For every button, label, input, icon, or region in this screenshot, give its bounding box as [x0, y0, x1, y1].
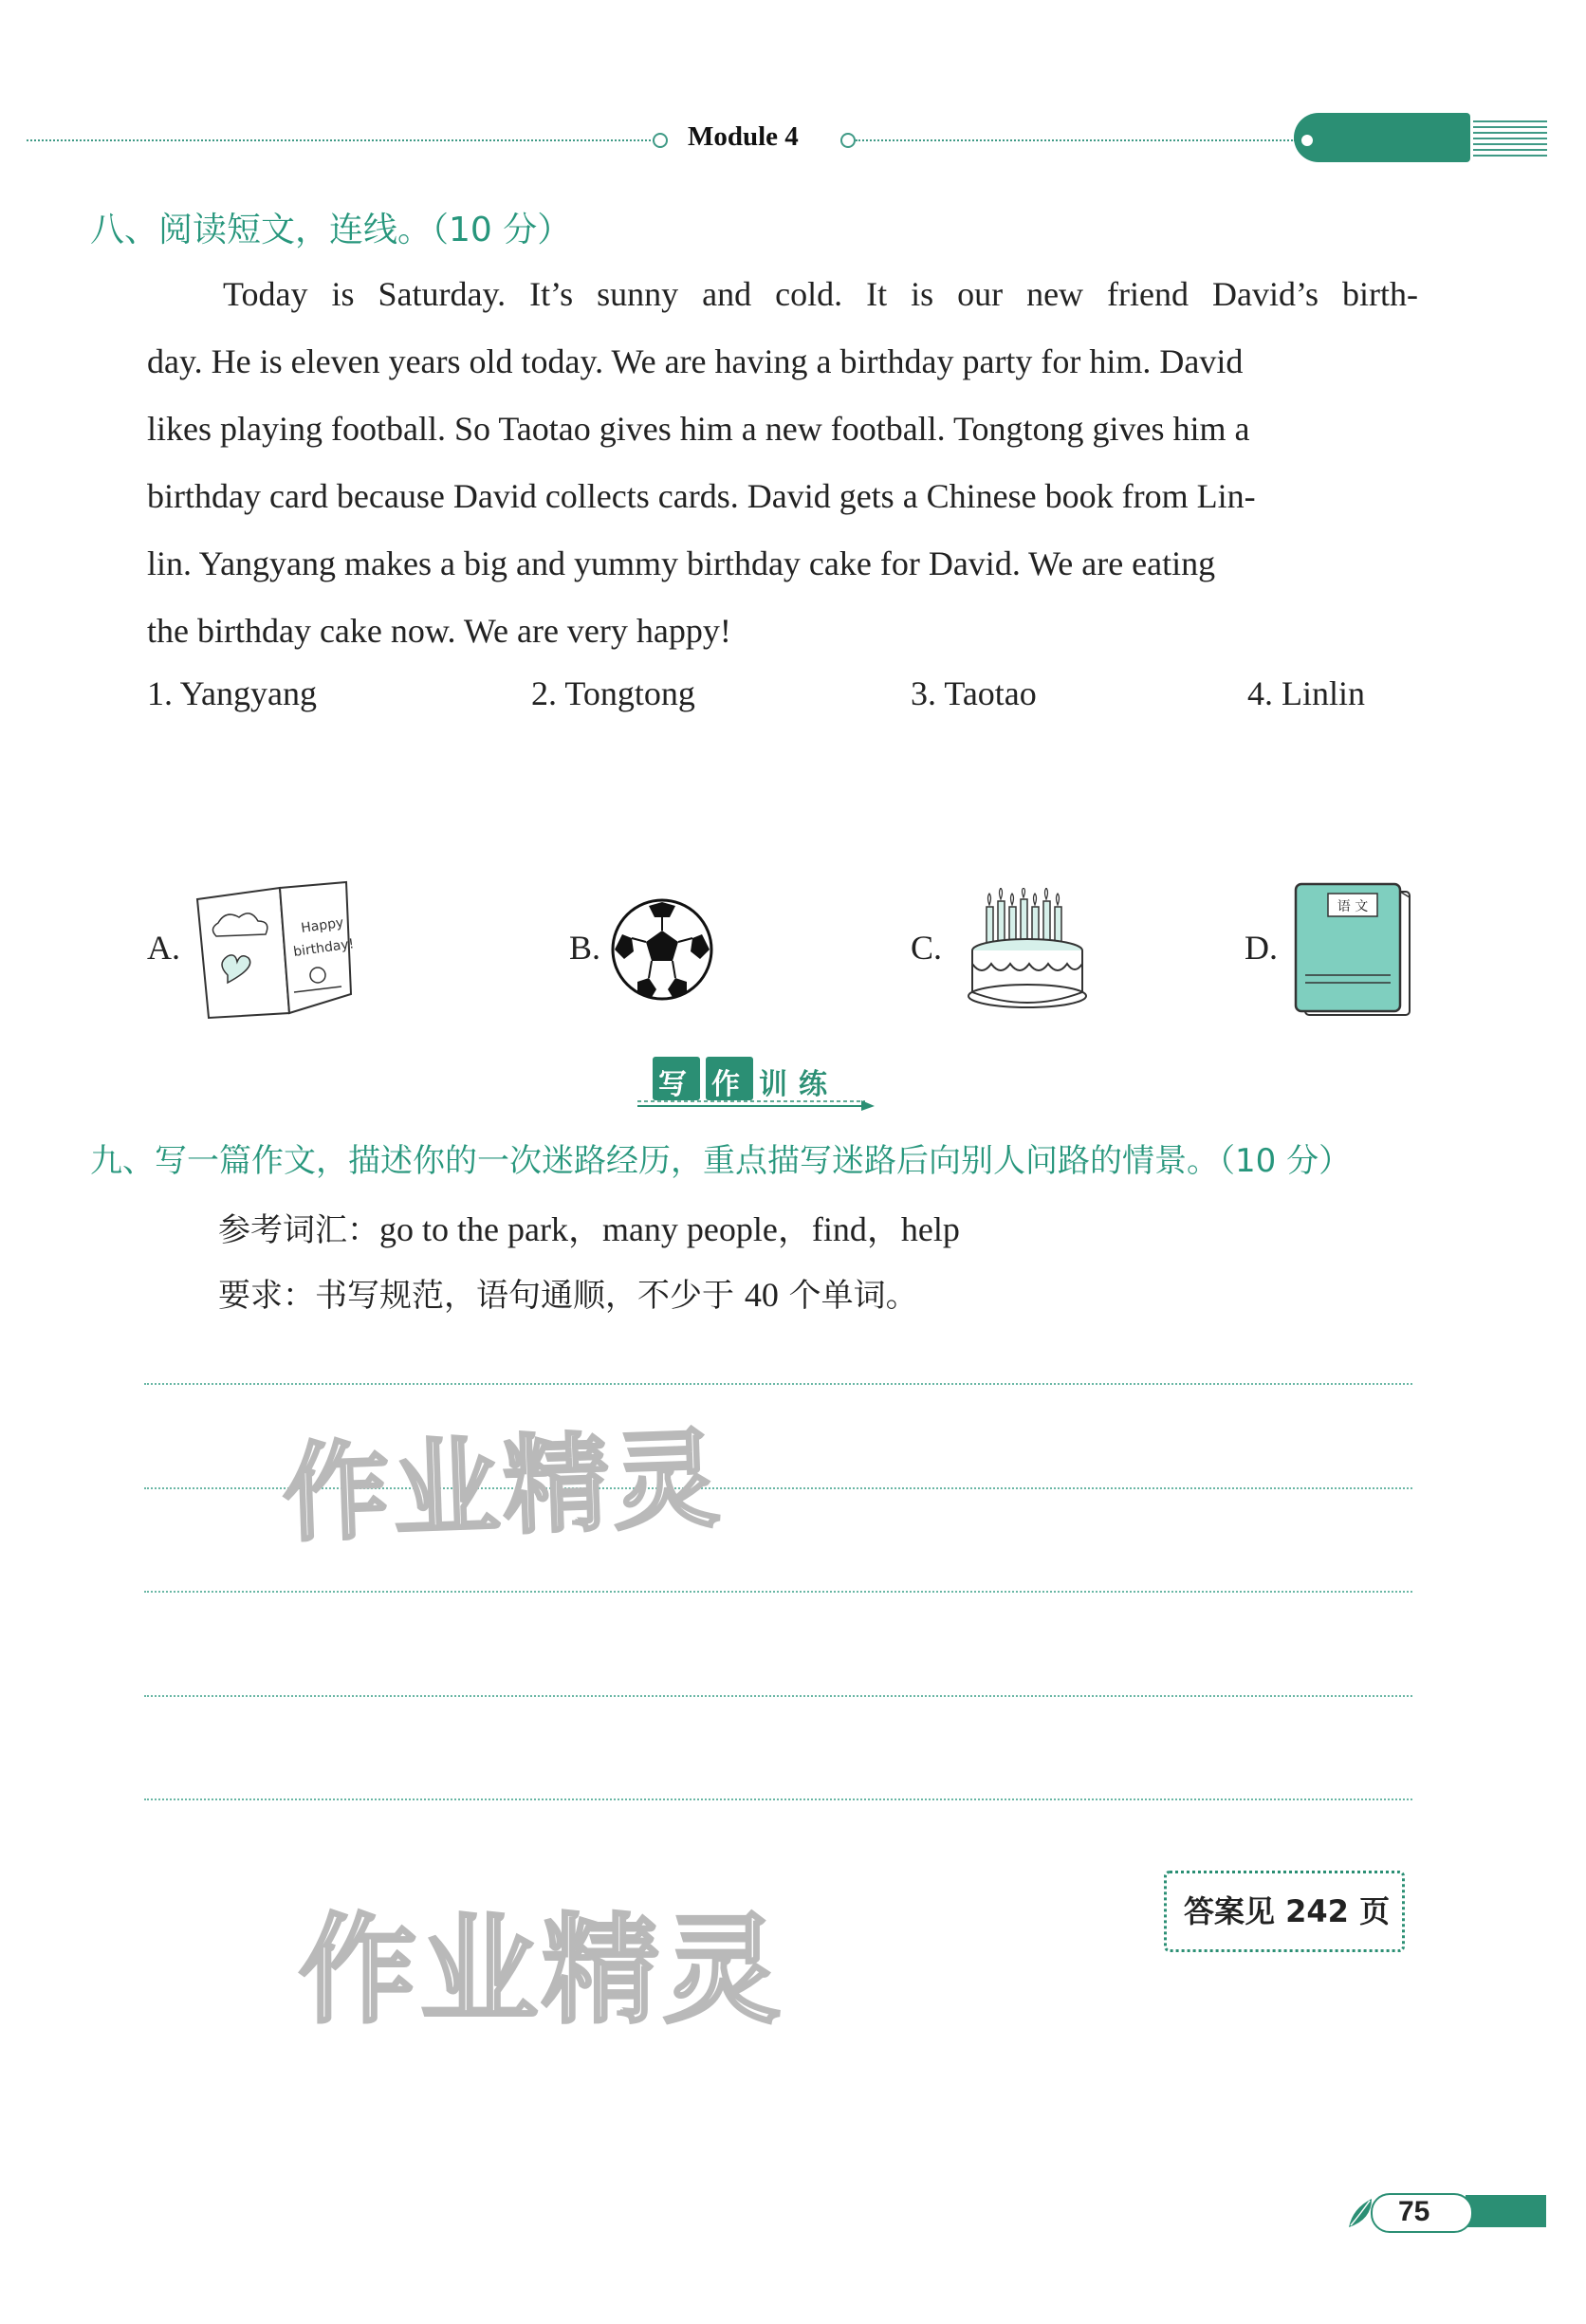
writing-banner: [637, 1053, 875, 1110]
header-stripes: [1473, 120, 1547, 158]
birthday-card-icon: [190, 880, 356, 1023]
watermark-2: 作业精灵: [299, 1903, 785, 2039]
passage-line: lin. Yangyang makes a big and yummy birthday cake for David. We are eating: [147, 544, 1216, 582]
chinese-book-icon: [1292, 880, 1415, 1023]
requirement-text-2: 个单词。: [778, 1277, 918, 1315]
requirement-text-1: 书写规范，语句通顺，不少于: [315, 1277, 745, 1315]
header-rule-left: [27, 139, 655, 141]
header-tab: [1294, 113, 1470, 162]
passage-line: Today is Saturday. It’s sunny and cold. It is our new friend David’s birth-: [223, 275, 1418, 313]
name-yangyang: 1. Yangyang: [147, 674, 318, 712]
header-ring-right: [840, 133, 856, 148]
reading-passage: [147, 261, 1418, 665]
writing-line[interactable]: [144, 1383, 1412, 1385]
banner-char-1: 写: [658, 1068, 687, 1101]
banner-char-4: 练: [799, 1068, 827, 1101]
writing-line[interactable]: [144, 1591, 1412, 1593]
module-title: Module 4: [688, 121, 799, 152]
banner-char-3: 训: [759, 1068, 787, 1101]
answer-reference: 答案见 242 页: [1184, 1893, 1391, 1929]
watermark-1: 作业精灵: [281, 1417, 726, 1558]
option-b-letter: B.: [569, 929, 601, 967]
section-9-title: 九、写一篇作文，描述你的一次迷路经历，重点描写迷路后向别人问路的情景。（10 分）: [90, 1142, 1352, 1180]
passage-line: day. He is eleven years old today. We are having a birthday party for him. David: [147, 342, 1244, 380]
requirement-label: 要求：: [218, 1277, 315, 1315]
card-text-1: Happy: [300, 914, 345, 936]
option-a-letter: A.: [147, 929, 180, 967]
book-label: 语 文: [1337, 899, 1369, 914]
page-number: 75: [1398, 2196, 1430, 2227]
name-tongtong: 2. Tongtong: [531, 674, 695, 712]
vocab-row: [218, 1203, 960, 1251]
banner-char-2: 作: [711, 1068, 740, 1101]
passage-line: birthday card because David collects cards. David gets a Chinese book from Lin-: [147, 477, 1256, 515]
football-icon: [609, 896, 715, 1003]
header-tab-dot: [1300, 133, 1315, 148]
name-taotao: 3. Taotao: [911, 674, 1037, 712]
header-rule-right: [856, 139, 1296, 141]
option-d-letter: D.: [1245, 929, 1278, 967]
passage-line: the birthday cake now. We are very happy!: [147, 612, 731, 650]
banner-arrow: [637, 1098, 875, 1112]
passage-line: likes playing football. So Taotao gives him a new football. Tongtong gives him a: [147, 410, 1250, 448]
requirement-row: [218, 1269, 918, 1316]
birthday-cake-icon: [968, 888, 1087, 1011]
header-ring-left: [653, 133, 668, 148]
name-linlin: 4. Linlin: [1247, 674, 1365, 712]
option-c-letter: C.: [911, 929, 943, 967]
writing-line[interactable]: [144, 1695, 1412, 1697]
requirement-number: 40: [744, 1276, 779, 1314]
vocab-words: go to the park，many people，find，help: [379, 1210, 960, 1248]
vocab-label: 参考词汇：: [218, 1211, 379, 1249]
writing-line[interactable]: [144, 1798, 1412, 1800]
page-tab: [1466, 2195, 1546, 2227]
card-text-2: birthday!: [292, 936, 356, 960]
section-8-title: 八、阅读短文，连线。（10 分）: [90, 211, 572, 249]
